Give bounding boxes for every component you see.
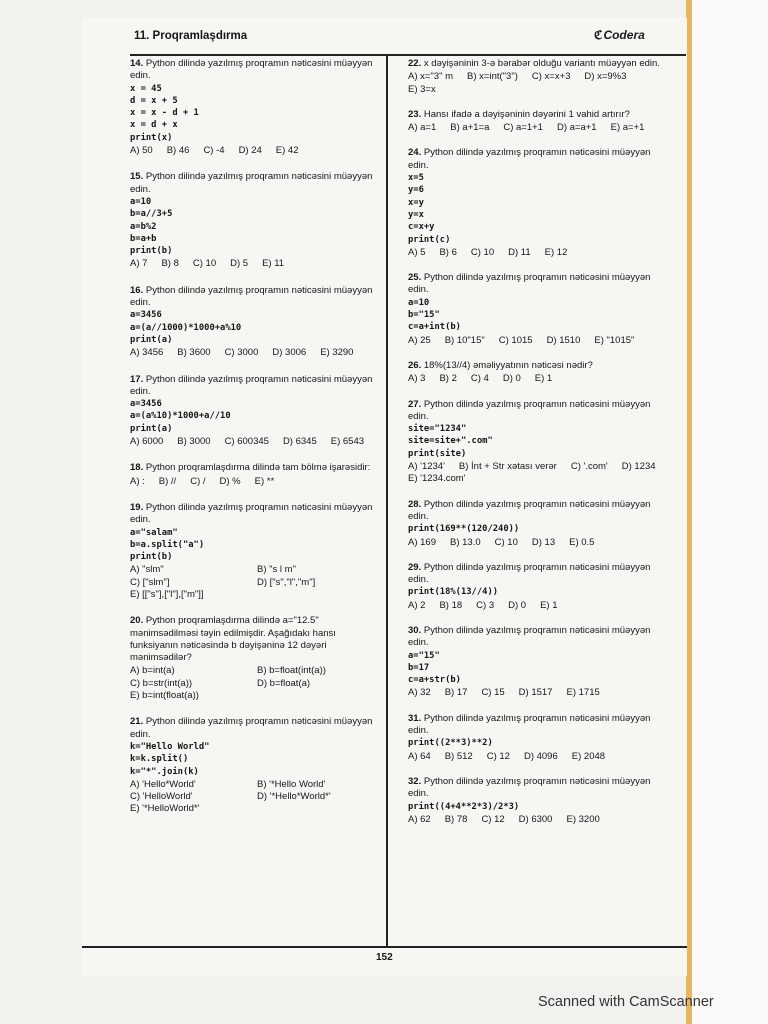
answer-option: D) '*Hello*World*' (257, 791, 331, 803)
answer-option: B) 8 (161, 258, 179, 270)
question-30 (408, 625, 668, 700)
question-25 (408, 272, 668, 347)
answer-options (408, 537, 668, 549)
answer-options (408, 373, 668, 385)
answer-option: C) '.com' (570, 461, 608, 473)
answer-options (130, 145, 378, 157)
question-number: 15. (130, 171, 144, 183)
question-19 (130, 502, 378, 601)
question-prompt: 18%(13//4) əməliyyatının nəticəsi nədir? (423, 359, 593, 371)
answer-option: B) 10"15" (444, 334, 485, 346)
answer-option: A) 3 (408, 373, 426, 385)
answer-option: D) 3006 (272, 347, 307, 359)
answer-option: C) 12 (486, 750, 510, 762)
answer-options (130, 436, 378, 448)
question-14 (130, 58, 378, 157)
question-number: 19. (130, 501, 144, 513)
question-number: 16. (130, 284, 144, 296)
answer-option: D) % (219, 475, 241, 487)
question-text (130, 374, 378, 399)
code-line: c=a+int(b) (408, 322, 461, 333)
answer-option: A) 5 (408, 246, 426, 258)
answer-option: E) b=int(float(a)) (130, 690, 199, 702)
code-line: a=10 (408, 297, 430, 308)
code-line: site="1234" (408, 424, 467, 435)
code-line: print(site) (408, 448, 467, 459)
answer-option: D) 4096 (523, 750, 558, 762)
question-text (408, 272, 668, 297)
code-line: k=k.split() (130, 754, 189, 765)
answer-options (130, 564, 378, 601)
answer-option: B) // (158, 475, 177, 487)
answer-option: A) 6000 (130, 436, 164, 448)
code-line: print(b) (130, 246, 173, 257)
answer-option: B) 78 (444, 813, 468, 825)
answer-option: C) 600345 (224, 436, 269, 448)
answer-option: B) x=int("3") (467, 71, 518, 83)
answer-option: A) 25 (408, 334, 431, 346)
answer-option: E) 11 (262, 258, 285, 270)
answer-option: A) b=int(a) (130, 665, 175, 677)
question-text (130, 615, 378, 664)
logo-mark-icon: ℭ (594, 28, 603, 42)
code-line: a=10 (130, 196, 152, 207)
question-prompt: Python dilində yazılmış proqramın nəticəsini müəyyən edin. (130, 58, 373, 82)
scanner-watermark: Scanned with CamScanner (538, 994, 714, 1010)
question-text (408, 776, 668, 801)
answer-option: C) -4 (203, 145, 225, 157)
code-line: b=a//3+5 (130, 209, 173, 220)
answer-option: B) 2 (439, 373, 457, 385)
code-line: d = x + 5 (130, 95, 178, 106)
question-prompt: Python dilində yazılmış proqramın nəticəsini müəyyən edin. (130, 501, 373, 526)
right-column (408, 58, 668, 839)
answer-options (408, 751, 668, 763)
answer-option: D) 6300 (518, 813, 553, 825)
question-number: 31. (408, 712, 422, 724)
answer-option: D) 0 (508, 599, 527, 611)
question-prompt: Python dilində yazılmış proqramın nəticəsini müəyyən edin. (130, 716, 373, 740)
answer-option: B) 13.0 (450, 536, 481, 548)
question-16 (130, 285, 378, 360)
code-line: a=3456 (130, 310, 162, 321)
code-line: print(18%(13//4)) (408, 587, 499, 598)
code-line: a="salam" (130, 527, 178, 538)
code-line: x=y (408, 197, 424, 208)
answer-option: E) 6543 (330, 436, 365, 448)
code-line: print((2**3)**2) (408, 738, 493, 749)
question-number: 24. (408, 147, 422, 159)
answer-options (408, 71, 668, 96)
question-text (408, 713, 668, 738)
question-18 (130, 462, 378, 488)
question-number: 14. (130, 58, 144, 69)
answer-option: B) '*Hello World' (257, 778, 326, 790)
answer-option: A) 62 (408, 813, 431, 825)
answer-option: E) 1 (540, 599, 558, 611)
question-21 (130, 716, 378, 815)
answer-option: A) 32 (408, 687, 431, 699)
answer-option: C) x=x+3 (531, 71, 571, 83)
code-line: b="15" (408, 310, 440, 321)
question-prompt: Python dilində yazılmış proqramın nəticəsini müəyyən edin. (130, 373, 373, 397)
question-number: 26. (408, 359, 422, 371)
answer-option: E) [["s"],["l"],["m"]] (130, 588, 204, 600)
question-prompt: Python dilində yazılmış proqramın nəticəsini müəyyən edin. (408, 712, 651, 737)
code-line: a=b%2 (130, 221, 157, 232)
answer-option: D) 1510 (546, 334, 581, 346)
answer-option: E) a=+1 (610, 122, 645, 134)
answer-option: B) 512 (444, 750, 473, 762)
answer-options (130, 347, 378, 359)
question-prompt: Python dilində yazılmış proqramın nəticəsini müəyyən edin. (408, 498, 651, 522)
answer-option: B) "s l m" (257, 564, 296, 576)
answer-option: D) a=a+1 (556, 122, 597, 134)
code-line: x = d + x (130, 120, 178, 131)
answer-option: C) 1015 (498, 334, 533, 346)
answer-option: B) İnt + Str xətası verər (458, 461, 557, 473)
question-29 (408, 562, 668, 612)
answer-option: B) 18 (439, 599, 463, 611)
answer-options (408, 247, 668, 259)
answer-option: A) x="3" m (408, 71, 454, 83)
answer-option: C) a=1+1 (503, 122, 543, 134)
code-line: y=6 (408, 185, 424, 196)
answer-option: E) 42 (275, 145, 299, 157)
question-number: 20. (130, 615, 144, 627)
code-line: print(b) (130, 552, 173, 563)
code-line: k="*".join(k) (130, 766, 199, 777)
question-number: 27. (408, 398, 422, 410)
question-text (408, 109, 668, 121)
answer-option: E) '1234.com' (408, 473, 466, 485)
code-line: print(a) (130, 334, 173, 345)
answer-option: E) '*HelloWorld*' (130, 803, 200, 815)
question-number: 21. (130, 716, 144, 728)
answer-option: E) ** (254, 475, 275, 487)
question-text (130, 171, 378, 196)
page-number: 152 (376, 952, 393, 963)
answer-option: C) 15 (481, 687, 505, 699)
answer-option: B) b=float(int(a)) (257, 665, 326, 677)
answer-option: D) 24 (238, 145, 262, 157)
answer-options (408, 600, 668, 612)
answer-option: D) b=float(a) (257, 677, 311, 689)
answer-option: A) "slm" (130, 564, 164, 576)
question-prompt: Hansı ifadə a dəyişəninin dəyərini 1 vahid artırır? (423, 108, 630, 120)
question-text (408, 147, 668, 172)
question-number: 22. (408, 58, 422, 69)
code-line: x = 45 (130, 83, 162, 94)
code-line: x = x - d + 1 (130, 108, 199, 119)
answer-options (408, 122, 668, 134)
answer-option: C) 12 (481, 813, 505, 825)
question-31 (408, 713, 668, 763)
question-number: 32. (408, 775, 422, 787)
chapter-title: 11. Proqramlaşdırma (134, 30, 248, 42)
question-number: 17. (130, 373, 144, 385)
answer-option: E) "1015" (594, 334, 635, 346)
answer-option: A) 7 (130, 258, 148, 270)
answer-option: A) 2 (408, 599, 426, 611)
answer-options (408, 461, 668, 486)
code-line: b=17 (408, 662, 430, 673)
code-line: y=x (408, 209, 424, 220)
page-right-margin (686, 0, 768, 1024)
answer-options (130, 476, 378, 488)
question-prompt: x dəyişəninin 3-ə bərabər olduğu variantı müəyyən edin. (423, 58, 660, 69)
answer-option: D) 11 (508, 246, 531, 258)
answer-options (130, 665, 378, 702)
question-15 (130, 171, 378, 270)
answer-option: A) 'Hello*World' (130, 778, 196, 790)
question-text (130, 716, 378, 741)
answer-option: B) 3000 (177, 436, 211, 448)
code-line: print((4+4**2*3)/2*3) (408, 801, 520, 812)
answer-option: C) 10 (470, 246, 495, 258)
codera-logo (594, 28, 645, 42)
answer-option: B) 6 (439, 246, 457, 258)
answer-option: E) 12 (544, 246, 568, 258)
code-line: b=a+b (130, 233, 157, 244)
question-22 (408, 58, 668, 96)
answer-option: C) 3000 (224, 347, 259, 359)
question-27 (408, 399, 668, 486)
question-28 (408, 499, 668, 549)
answer-option: D) 6345 (282, 436, 317, 448)
answer-option: A) 64 (408, 750, 431, 762)
question-20 (130, 615, 378, 702)
answer-option: A) 169 (408, 536, 436, 548)
answer-options (130, 258, 378, 270)
code-line: a=(a%10)*1000+a//10 (130, 411, 231, 422)
code-line: a="15" (408, 650, 440, 661)
question-23 (408, 109, 668, 135)
question-prompt: Python dilində yazılmış proqramın nəticəsini müəyyən edin. (408, 272, 651, 296)
answer-option: D) 1234 (621, 461, 656, 473)
question-number: 25. (408, 272, 422, 284)
footer-rule (82, 946, 687, 948)
answer-option: E) 2048 (571, 750, 606, 762)
question-prompt: Python dilində yazılmış proqramın nəticəsini müəyyən edin. (408, 398, 651, 422)
answer-option: A) a=1 (408, 122, 437, 134)
question-prompt: Python dilində yazılmış proqramın nəticəsini müəyyən edin. (130, 171, 373, 195)
answer-option: C) / (190, 475, 206, 487)
question-24 (408, 147, 668, 259)
question-text (130, 285, 378, 310)
question-text (130, 462, 378, 474)
code-line: b=a.split("a") (130, 539, 205, 550)
question-prompt: Python proqramlaşdırma dilində tam bölmə işarəsidir: (145, 462, 371, 474)
answer-option: E) 0.5 (569, 536, 595, 548)
answer-option: E) 3290 (320, 347, 354, 359)
answer-option: D) 0 (502, 373, 521, 385)
answer-option: A) 50 (130, 145, 153, 157)
answer-option: C) b=str(int(a)) (130, 677, 193, 689)
question-text (408, 399, 668, 424)
answer-option: C) 'HelloWorld' (130, 791, 193, 803)
question-prompt: Python proqramlaşdırma dilində a="12.5" mənimsədilməsi təyin edilmişdir. Aşağıdakı hansı funksiyanın nəticəsində b dəyişəninə 12 dəyəri mənimsədilər? (130, 615, 336, 664)
logo-text: Codera (603, 28, 645, 42)
answer-option: E) 1 (534, 373, 553, 385)
question-number: 29. (408, 561, 422, 573)
answer-option: A) : (130, 475, 145, 487)
question-prompt: Python dilində yazılmış proqramın nəticəsini müəyyən edin. (408, 624, 651, 649)
header-rule (130, 54, 686, 56)
answer-option: C) ["slm"] (130, 576, 170, 588)
answer-option: C) 10 (192, 258, 217, 270)
question-number: 18. (130, 462, 144, 474)
code-line: x=5 (408, 173, 424, 184)
book-page (82, 18, 687, 976)
code-line: a=(a//1000)*1000+a%10 (130, 322, 242, 333)
question-text (408, 58, 668, 70)
answer-option: B) 46 (166, 145, 190, 157)
answer-option: D) x=9%3 (584, 71, 627, 83)
column-divider (386, 56, 388, 946)
question-17 (130, 374, 378, 449)
answer-options (408, 814, 668, 826)
question-prompt: Python dilində yazılmış proqramın nəticəsini müəyyən edin. (408, 775, 651, 800)
answer-option: C) 3 (476, 599, 495, 611)
answer-option: C) 4 (470, 373, 489, 385)
code-line: c=x+y (408, 222, 435, 233)
question-prompt: Python dilində yazılmış proqramın nəticəsini müəyyən edin. (130, 284, 373, 309)
code-line: k="Hello World" (130, 741, 210, 752)
answer-option: B) 3600 (177, 347, 211, 359)
code-line: print(c) (408, 234, 451, 245)
code-line: print(a) (130, 423, 173, 434)
question-26 (408, 360, 668, 386)
question-text (408, 562, 668, 587)
question-text (408, 360, 668, 372)
left-column (130, 58, 378, 830)
answer-option: E) 3200 (566, 813, 600, 825)
question-text (130, 502, 378, 527)
answer-option: C) 10 (494, 536, 518, 548)
question-prompt: Python dilində yazılmış proqramın nəticəsini müəyyən edin. (408, 147, 651, 171)
question-number: 30. (408, 624, 422, 636)
question-text (130, 58, 378, 83)
code-line: site=site+".com" (408, 436, 493, 447)
answer-option: E) 1715 (566, 687, 600, 699)
code-line: print(169**(120/240)) (408, 524, 520, 535)
question-number: 23. (408, 108, 422, 120)
answer-options (408, 687, 668, 699)
answer-option: A) '1234' (408, 461, 445, 473)
answer-option: D) 13 (531, 536, 556, 548)
question-prompt: Python dilində yazılmış proqramın nəticəsini müəyyən edin. (408, 561, 651, 586)
answer-option: D) 1517 (518, 687, 553, 699)
answer-option: D) 5 (230, 258, 249, 270)
answer-option: B) 17 (444, 687, 468, 699)
question-number: 28. (408, 498, 422, 510)
answer-option: E) 3=x (408, 83, 436, 95)
answer-option: A) 3456 (130, 347, 164, 359)
answer-option: D) ["s","l","m"] (257, 576, 316, 588)
question-text (408, 499, 668, 524)
question-32 (408, 776, 668, 826)
code-line: c=a+str(b) (408, 675, 461, 686)
answer-options (408, 335, 668, 347)
code-line: print(x) (130, 132, 173, 143)
answer-option: B) a+1=a (450, 122, 490, 134)
question-text (408, 625, 668, 650)
code-line: a=3456 (130, 399, 162, 410)
answer-options (130, 779, 378, 816)
